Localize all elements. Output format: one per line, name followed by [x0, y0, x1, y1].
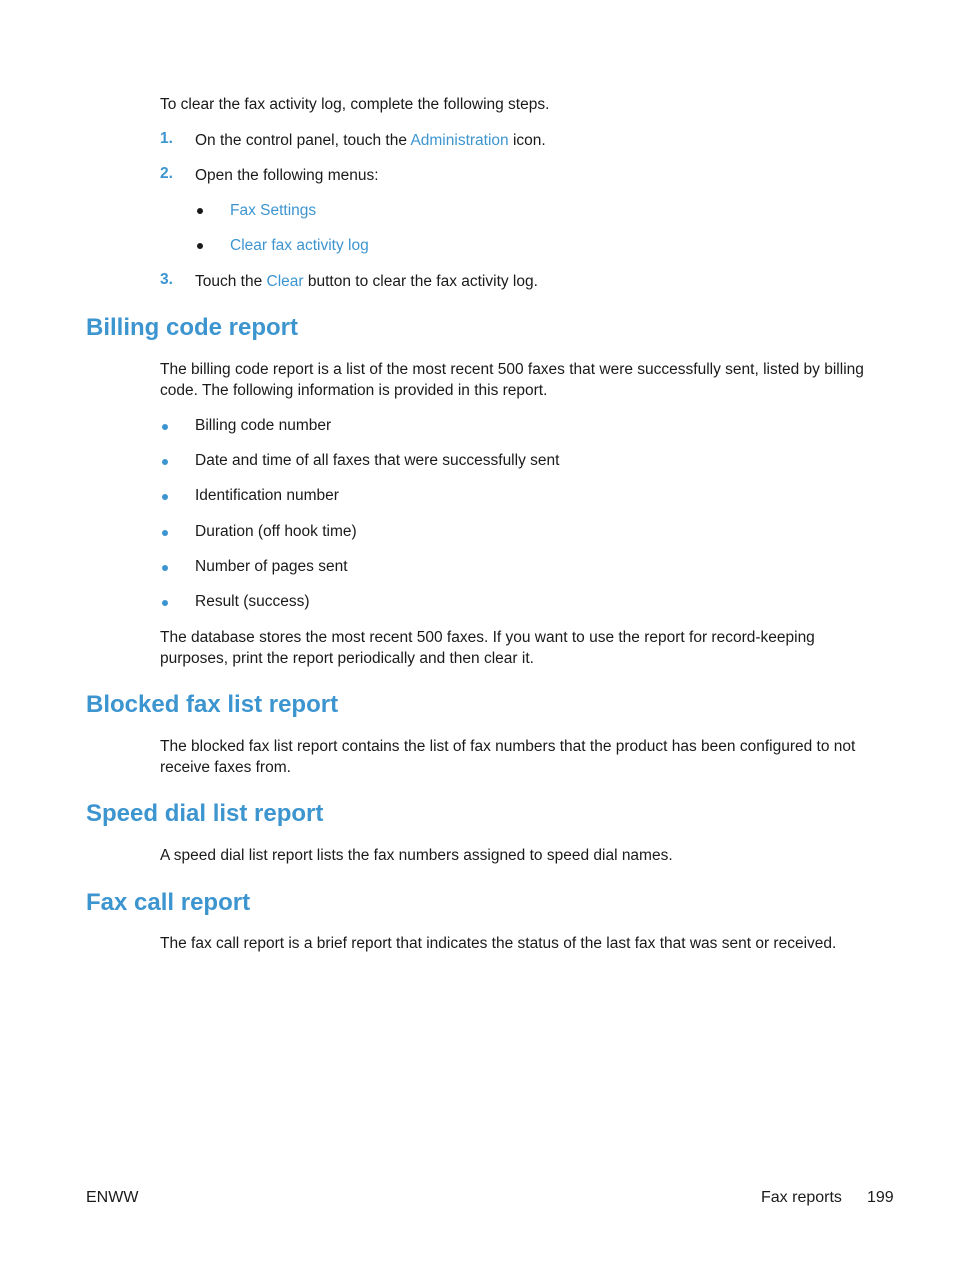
step-text-after: button to clear the fax activity log. [303, 273, 538, 290]
step-number: 3. [160, 271, 173, 288]
footer-left: ENWW [86, 1189, 139, 1206]
administration-link[interactable]: Administration [410, 132, 509, 149]
blocked-body: The blocked fax list report contains the list of fax numbers that the product has been configured to not receive faxes from. [160, 738, 856, 776]
bullet-icon [162, 600, 168, 606]
list-item: Duration (off hook time) [195, 523, 357, 540]
bullet-icon [162, 494, 168, 500]
intro-text: To clear the fax activity log, complete the following steps. [160, 96, 550, 113]
step-text-before: On the control panel, touch the [195, 132, 411, 149]
bullet-icon [197, 208, 203, 214]
step-number: 1. [160, 130, 173, 147]
step-text: Open the following menus: [195, 167, 379, 184]
section-heading-speed: Speed dial list report [86, 800, 324, 827]
section-heading-billing: Billing code report [86, 314, 299, 341]
list-item: Result (success) [195, 593, 310, 610]
bullet-icon [162, 530, 168, 536]
footer-section: Fax reports [761, 1189, 842, 1206]
step-text-before: Touch the [195, 273, 267, 290]
speed-body: A speed dial list report lists the fax numbers assigned to speed dial names. [160, 847, 673, 864]
call-body: The fax call report is a brief report that indicates the status of the last fax that was sent or received. [160, 935, 837, 952]
step-text-after: icon. [508, 132, 546, 149]
list-item: Number of pages sent [195, 558, 348, 575]
bullet-icon [197, 243, 203, 249]
billing-intro: The billing code report is a list of the most recent 500 faxes that were successfully sent, listed by billing code. The following information is provided in this report. [160, 361, 864, 399]
fax-settings-link[interactable]: Fax Settings [230, 202, 317, 219]
clear-fax-activity-log-link[interactable]: Clear fax activity log [230, 237, 369, 254]
section-heading-call: Fax call report [86, 889, 251, 916]
page-number: 199 [867, 1189, 894, 1206]
step-text [195, 271, 538, 292]
section-heading-blocked: Blocked fax list report [86, 691, 339, 718]
step-number: 2. [160, 165, 173, 182]
list-item: Billing code number [195, 417, 332, 434]
bullet-icon [162, 424, 168, 430]
bullet-icon [162, 565, 168, 571]
list-item: Date and time of all faxes that were successfully sent [195, 452, 560, 469]
clear-link[interactable]: Clear [266, 273, 304, 290]
bullet-icon [162, 459, 168, 465]
list-item: Identification number [195, 487, 339, 504]
billing-outro: The database stores the most recent 500 faxes. If you want to use the report for record-keeping purposes, print the report periodically and then clear it. [160, 629, 815, 667]
step-text [195, 130, 546, 151]
